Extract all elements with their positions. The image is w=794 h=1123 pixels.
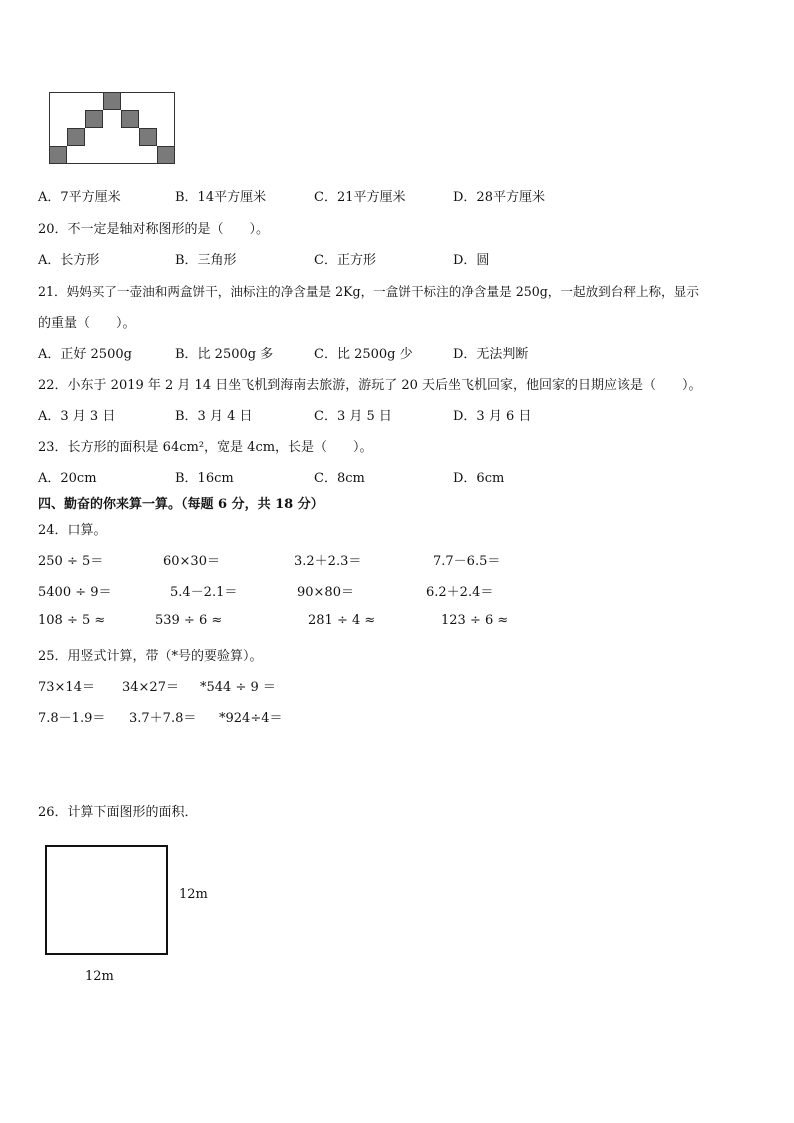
q20-option-c[interactable]: C．正方形 bbox=[314, 253, 376, 268]
q24-r3-item: 108 ÷ 5 ≈ bbox=[38, 613, 106, 628]
q24-r1-item: 60×30＝ bbox=[163, 554, 220, 569]
q24-r2-item: 90×80＝ bbox=[297, 585, 354, 600]
q20-option-d[interactable]: D．圆 bbox=[453, 253, 490, 268]
q22-option-a[interactable]: A．3 月 3 日 bbox=[38, 409, 116, 424]
q20-option-a[interactable]: A．长方形 bbox=[38, 253, 100, 268]
square-bottom-label: 12m bbox=[85, 969, 114, 984]
q23-option-b[interactable]: B．16cm bbox=[175, 471, 234, 486]
section-4-heading: 四、勤奋的你来算一算。（每题 6 分，共 18 分） bbox=[38, 497, 324, 512]
q21-stem-line1: 21．妈妈买了一壶油和两盒饼干，油标注的净含量是 2Kg，一盒饼干标注的净含量是 250g，一起放到台秤上称，显示 bbox=[38, 284, 699, 299]
q19-option-c[interactable]: C．21平方厘米 bbox=[314, 190, 406, 205]
shaded-square bbox=[85, 110, 103, 128]
q24-row-2 bbox=[0, 581, 794, 601]
q20-options bbox=[0, 249, 794, 269]
q24-r3-item: 281 ÷ 4 ≈ bbox=[308, 613, 376, 628]
q25-stem: 25．用竖式计算，带（*号的要验算）。 bbox=[38, 649, 263, 664]
shaded-square bbox=[121, 110, 139, 128]
q22-option-b[interactable]: B．3 月 4 日 bbox=[175, 409, 253, 424]
q23-option-a[interactable]: A．20cm bbox=[38, 471, 97, 486]
q22-stem: 22．小东于 2019 年 2 月 14 日坐飞机到海南去旅游，游玩了 20 天后坐飞机回家，他回家的日期应该是（ ）。 bbox=[38, 378, 702, 393]
q24-row-3 bbox=[0, 613, 794, 633]
q21-option-d[interactable]: D．无法判断 bbox=[453, 347, 529, 362]
q19-option-a[interactable]: A．7平方厘米 bbox=[38, 190, 121, 205]
shaded-square bbox=[139, 128, 157, 146]
q23-option-c[interactable]: C．8cm bbox=[314, 471, 365, 486]
stair-figure bbox=[49, 92, 175, 164]
q25-r1-item: *544 ÷ 9 ＝ bbox=[200, 680, 276, 695]
q21-option-b[interactable]: B．比 2500g 多 bbox=[175, 347, 274, 362]
shaded-square bbox=[157, 146, 175, 164]
q21-stem-line2: 的重量（ ）。 bbox=[38, 316, 136, 331]
q19-option-d[interactable]: D．28平方厘米 bbox=[453, 190, 545, 205]
q21-options bbox=[0, 343, 794, 363]
q24-row-1 bbox=[0, 550, 794, 570]
q19-options bbox=[0, 186, 794, 206]
shaded-square bbox=[103, 92, 121, 110]
q25-r1-item: 73×14＝ bbox=[38, 680, 95, 695]
square-side-label: 12m bbox=[179, 887, 208, 902]
q22-option-c[interactable]: C．3 月 5 日 bbox=[314, 409, 392, 424]
q22-options bbox=[0, 405, 794, 425]
q24-r1-item: 7.7－6.5＝ bbox=[433, 554, 501, 569]
q21-option-c[interactable]: C．比 2500g 少 bbox=[314, 347, 413, 362]
q22-option-d[interactable]: D．3 月 6 日 bbox=[453, 409, 532, 424]
q20-option-b[interactable]: B．三角形 bbox=[175, 253, 237, 268]
q24-r3-item: 123 ÷ 6 ≈ bbox=[441, 613, 509, 628]
q25-r2-item: *924÷4＝ bbox=[219, 711, 283, 726]
q25-row-1 bbox=[0, 676, 794, 696]
q23-stem: 23．长方形的面积是 64cm²，宽是 4cm，长是（ ）。 bbox=[38, 440, 373, 455]
q23-options bbox=[0, 467, 794, 487]
q24-r2-item: 6.2＋2.4＝ bbox=[426, 585, 494, 600]
q25-row-2 bbox=[0, 707, 794, 727]
q24-r1-item: 250 ÷ 5＝ bbox=[38, 554, 104, 569]
q23-option-d[interactable]: D．6cm bbox=[453, 471, 505, 486]
shaded-square bbox=[67, 128, 85, 146]
q21-option-a[interactable]: A．正好 2500g bbox=[38, 347, 132, 362]
square-figure bbox=[45, 845, 168, 955]
q24-r2-item: 5.4－2.1＝ bbox=[170, 585, 238, 600]
q24-stem: 24．口算。 bbox=[38, 523, 107, 538]
q24-r3-item: 539 ÷ 6 ≈ bbox=[155, 613, 223, 628]
q19-option-b[interactable]: B．14平方厘米 bbox=[175, 190, 267, 205]
q20-stem: 20．不一定是轴对称图形的是（ ）。 bbox=[38, 222, 270, 237]
q26-stem: 26．计算下面图形的面积． bbox=[38, 805, 198, 820]
shaded-square bbox=[49, 146, 67, 164]
q25-r2-item: 7.8－1.9＝ bbox=[38, 711, 106, 726]
q24-r1-item: 3.2＋2.3＝ bbox=[294, 554, 362, 569]
q24-r2-item: 5400 ÷ 9＝ bbox=[38, 585, 112, 600]
q25-r2-item: 3.7＋7.8＝ bbox=[129, 711, 197, 726]
q25-r1-item: 34×27＝ bbox=[122, 680, 179, 695]
